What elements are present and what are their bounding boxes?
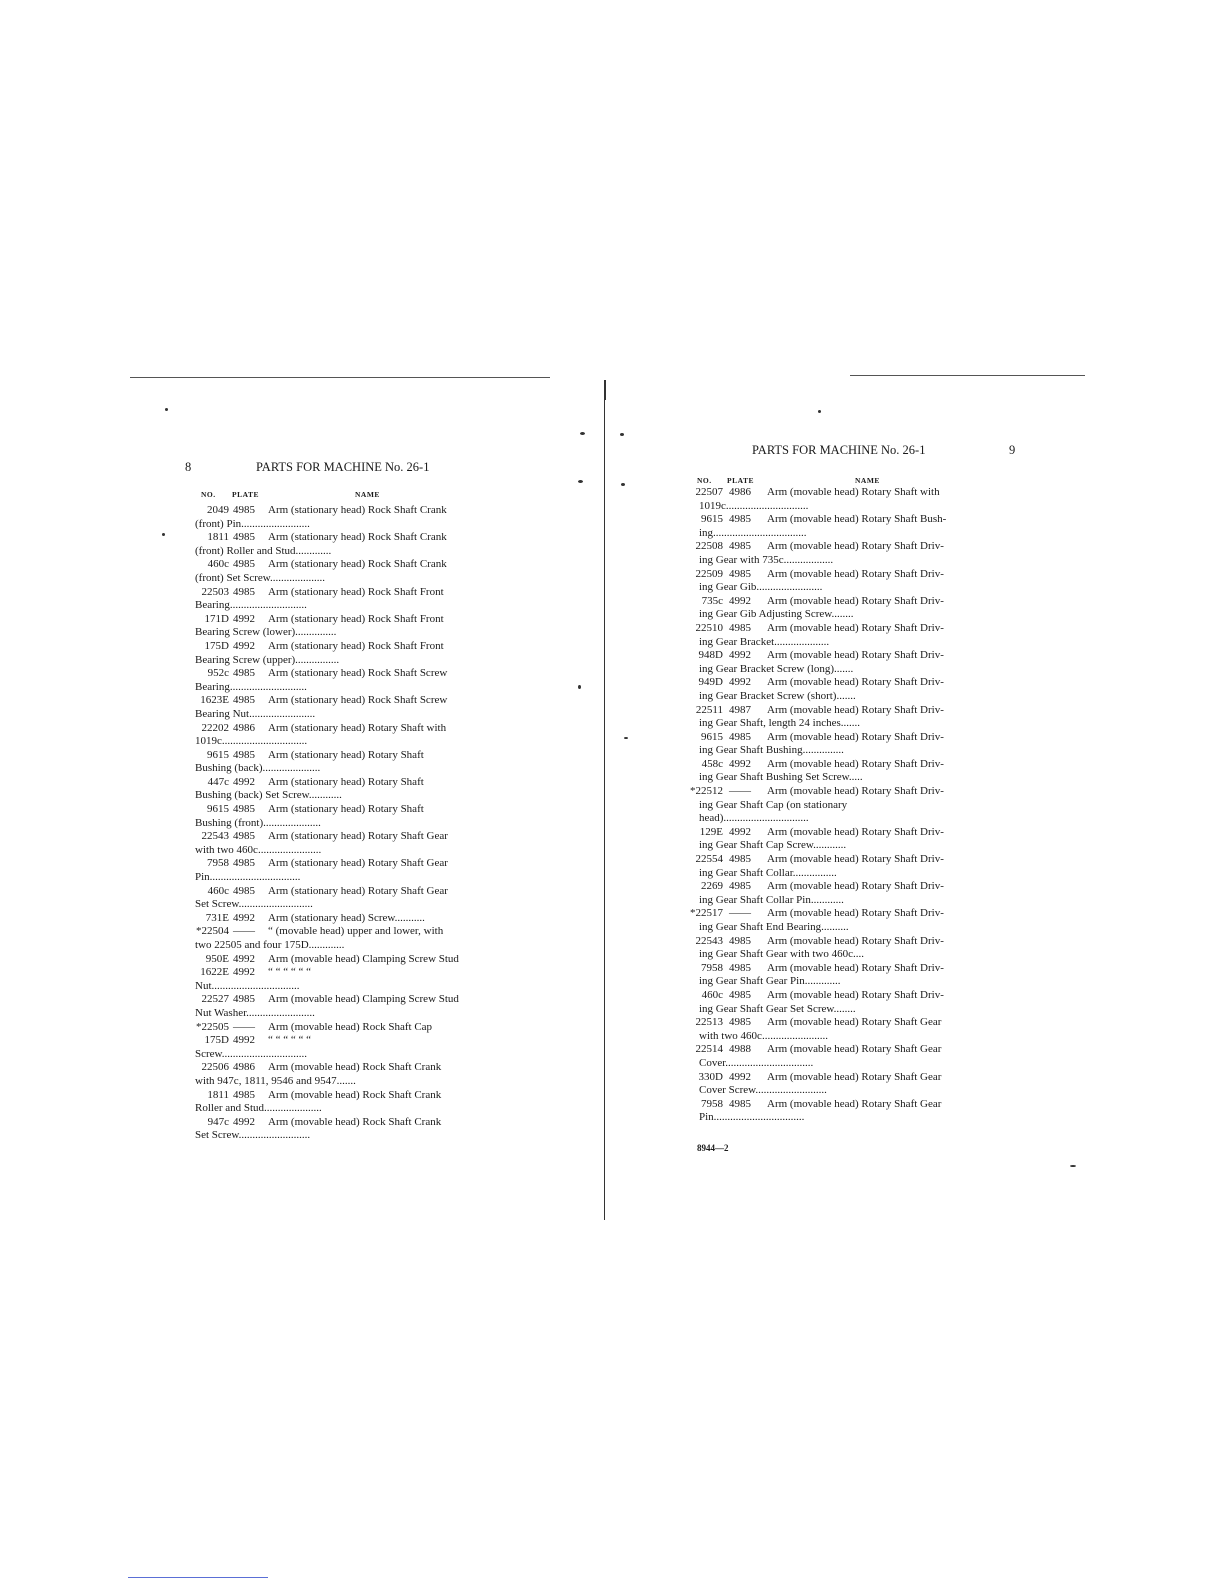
part-number: 460c	[207, 884, 229, 897]
part-name-continuation: Roller and Stud.....................	[195, 1102, 322, 1115]
part-entry	[687, 962, 1020, 989]
part-name-continuation: (front) Pin.........................	[195, 517, 310, 530]
part-name-continuation: Pin.................................	[195, 871, 301, 884]
part-entry	[185, 993, 485, 1020]
column-header-name: NAME	[855, 476, 880, 485]
part-entry	[185, 803, 485, 830]
plate-number: 4985	[729, 1097, 751, 1110]
part-number: *22505	[196, 1020, 229, 1033]
part-name-continuation: ing Gear Shaft Gear with two 460c....	[699, 948, 864, 961]
plate-number: 4985	[233, 1088, 255, 1101]
part-entry	[185, 1116, 485, 1143]
running-head	[687, 443, 1020, 461]
part-name: Arm (movable head) Rotary Shaft Driv-	[767, 880, 944, 893]
part-name: Arm (movable head) Rotary Shaft Driv-	[767, 853, 944, 866]
part-number: 7958	[701, 1097, 723, 1110]
part-name-continuation: Bushing (front).....................	[195, 816, 321, 829]
part-name-continuation: ing Gear Shaft Collar................	[699, 866, 837, 879]
part-number: 948D	[698, 649, 723, 662]
part-number: 950E	[205, 952, 229, 965]
part-name: Arm (stationary head) Screw...........	[268, 911, 425, 924]
plate-number: ——	[233, 925, 255, 938]
part-number: 460c	[701, 988, 723, 1001]
part-name-continuation: ing Gear Shaft End Bearing..........	[699, 921, 849, 933]
part-entry	[687, 731, 1020, 758]
part-name-continuation: ing Gear Gib........................	[699, 581, 823, 594]
part-name: Arm (stationary head) Rock Shaft Screw	[268, 694, 448, 707]
part-name: Arm (movable head) Rotary Shaft Driv-	[767, 594, 944, 607]
plate-number: 4985	[729, 513, 751, 526]
part-name-continuation: with two 460c........................	[699, 1029, 828, 1042]
part-entry	[185, 504, 485, 531]
plate-number: 4992	[729, 594, 751, 607]
plate-number: 4992	[729, 825, 751, 838]
part-entry	[185, 694, 485, 721]
parts-list	[185, 504, 485, 1143]
part-number: 22513	[695, 1016, 723, 1029]
part-entry	[185, 722, 485, 749]
part-name-continuation: ing Gear Shaft Cap Screw............	[699, 839, 847, 852]
plate-number: 4985	[729, 621, 751, 634]
part-entry	[185, 776, 485, 803]
part-number: 949D	[698, 676, 723, 689]
part-name: Arm (movable head) Rock Shaft Crank	[268, 1061, 442, 1074]
plate-number: 4985	[233, 504, 255, 516]
part-name-continuation: 1019c..............................	[699, 499, 809, 512]
part-name: Arm (movable head) Rotary Shaft Bush-	[767, 513, 947, 526]
part-number: 22202	[201, 721, 229, 734]
scan-speck	[818, 410, 821, 413]
column-headers	[687, 476, 1020, 486]
part-name-continuation: ing Gear Bracket Screw (long).......	[699, 662, 854, 675]
part-name-continuation: ing Gear Shaft Collar Pin............	[699, 893, 844, 906]
part-name-continuation: ing Gear with 735c..................	[699, 553, 834, 566]
plate-number: 4987	[729, 703, 751, 716]
plate-number: 4992	[729, 676, 751, 689]
part-number: 2049	[207, 504, 229, 516]
part-name: Arm (movable head) Rotary Shaft Driv-	[767, 934, 944, 947]
part-entry	[687, 758, 1020, 785]
part-name-continuation: Nut................................	[195, 979, 300, 992]
part-number: 1811	[207, 1088, 229, 1101]
part-name: Arm (movable head) Rotary Shaft Gear	[767, 1043, 942, 1056]
plate-number: 4992	[233, 966, 255, 979]
part-entry	[687, 826, 1020, 853]
plate-number: 4986	[729, 486, 751, 498]
part-name: Arm (movable head) Rock Shaft Crank	[268, 1088, 442, 1101]
part-name: Arm (movable head) Rotary Shaft Driv-	[767, 907, 944, 920]
part-number: 952c	[207, 667, 229, 680]
part-entry	[185, 912, 485, 926]
scan-speck	[165, 408, 168, 411]
part-name-continuation: Pin.................................	[699, 1111, 805, 1124]
part-entry	[687, 595, 1020, 622]
part-name-continuation: Screw...............................	[195, 1047, 308, 1060]
part-entry	[687, 785, 1020, 826]
part-number: 1622E	[200, 966, 229, 979]
part-entry	[185, 1034, 485, 1061]
part-name: Arm (movable head) Rotary Shaft Gear	[767, 1097, 942, 1110]
part-name-continuation: Bearing............................	[195, 680, 307, 693]
part-name-continuation: Cover................................	[699, 1056, 814, 1069]
scan-speck	[620, 433, 624, 436]
part-number: 22503	[201, 585, 229, 598]
bottom-edge-line	[128, 1577, 268, 1578]
part-entry	[185, 640, 485, 667]
part-name: Arm (movable head) Rotary Shaft Driv-	[767, 621, 944, 634]
printer-code: 8944—2	[697, 1143, 729, 1153]
part-name: Arm (movable head) Rotary Shaft Driv-	[767, 676, 944, 689]
plate-number: ——	[233, 1020, 255, 1033]
plate-number: 4992	[233, 639, 255, 652]
scan-speck	[1070, 1165, 1076, 1167]
part-entry	[687, 486, 1020, 513]
part-name: Arm (stationary head) Rock Shaft Screw	[268, 667, 448, 680]
part-name-continuation: ing..................................	[699, 526, 807, 539]
plate-number: 4992	[233, 911, 255, 924]
scan-speck	[580, 432, 585, 435]
part-number: 7958	[207, 857, 229, 870]
column-header-no: NO.	[201, 490, 216, 499]
plate-number: 4985	[233, 667, 255, 680]
part-name: “ “ “ “ “ “	[268, 966, 312, 979]
plate-number: 4985	[233, 694, 255, 707]
part-name: Arm (stationary head) Rotary Shaft Gear	[268, 857, 448, 870]
part-number: *22504	[196, 925, 229, 938]
part-entry	[185, 830, 485, 857]
plate-number: 4985	[729, 880, 751, 893]
part-number: 1811	[207, 531, 229, 544]
part-name-continuation: ing Gear Shaft Cap (on stationary	[699, 798, 848, 811]
plate-number: 4992	[233, 1115, 255, 1128]
running-head	[185, 460, 485, 478]
part-number: 458c	[701, 757, 723, 770]
part-name: Arm (stationary head) Rotary Shaft	[268, 748, 424, 761]
plate-number: 4992	[729, 757, 751, 770]
plate-number: 4985	[233, 857, 255, 870]
part-entry	[687, 649, 1020, 676]
part-name: Arm (stationary head) Rock Shaft Front	[268, 639, 444, 652]
part-entry	[185, 925, 485, 952]
part-name: Arm (movable head) Rotary Shaft Driv-	[767, 988, 944, 1001]
part-number: 22554	[695, 853, 723, 866]
part-name: Arm (stationary head) Rotary Shaft	[268, 775, 424, 788]
part-entry	[687, 1016, 1020, 1043]
page-gutter	[604, 390, 605, 1220]
part-number: 947c	[207, 1115, 229, 1128]
part-name: Arm (movable head) Rotary Shaft Driv-	[767, 540, 944, 553]
part-number: 22507	[695, 486, 723, 498]
part-name-continuation: Cover Screw..........................	[699, 1084, 827, 1097]
part-number: 330D	[698, 1070, 723, 1083]
scan-speck	[578, 685, 581, 689]
part-entry	[687, 704, 1020, 731]
part-name: Arm (stationary head) Rock Shaft Crank	[268, 504, 447, 516]
plate-number: 4992	[233, 952, 255, 965]
part-name: Arm (stationary head) Rotary Shaft with	[268, 721, 447, 734]
part-number: 1623E	[200, 694, 229, 707]
part-name-continuation: Nut Washer.........................	[195, 1006, 315, 1019]
part-name-continuation: with two 460c.......................	[195, 843, 322, 856]
part-entry	[185, 558, 485, 585]
part-number: 175D	[204, 639, 229, 652]
column-header-no: NO.	[697, 476, 712, 485]
part-entry	[185, 1089, 485, 1116]
parts-list	[687, 486, 1020, 1125]
part-name-continuation: ing Gear Shaft, length 24 inches.......	[699, 717, 860, 730]
part-name-continuation: ing Gear Shaft Gear Pin.............	[699, 975, 841, 988]
plate-number: 4992	[233, 1034, 255, 1047]
plate-number: 4985	[729, 540, 751, 553]
plate-number: ——	[729, 907, 751, 920]
part-name-continuation: Bearing Screw (upper)................	[195, 653, 340, 666]
part-entry	[185, 531, 485, 558]
part-name: Arm (movable head) Rotary Shaft with	[767, 486, 940, 498]
plate-number: 4985	[233, 993, 255, 1006]
part-name: Arm (movable head) Clamping Screw Stud	[268, 993, 459, 1006]
left-page	[185, 460, 485, 1143]
part-entry	[687, 513, 1020, 540]
part-name: Arm (movable head) Rotary Shaft Gear	[767, 1070, 942, 1083]
part-entry	[185, 613, 485, 640]
part-name: Arm (movable head) Rotary Shaft Gear	[767, 1016, 942, 1029]
part-name-continuation: 1019c...............................	[195, 735, 308, 748]
part-number: 22514	[695, 1043, 723, 1056]
part-number: 22543	[201, 830, 229, 843]
part-entry	[687, 1098, 1020, 1125]
plate-number: 4985	[729, 1016, 751, 1029]
part-name-continuation: Bearing Screw (lower)...............	[195, 626, 337, 639]
part-name-continuation: (front) Set Screw....................	[195, 571, 326, 584]
part-name-continuation: Bearing............................	[195, 599, 307, 612]
part-name-continuation: Bearing Nut........................	[195, 707, 316, 720]
part-name: Arm (movable head) Rotary Shaft Driv-	[767, 703, 944, 716]
part-name: Arm (movable head) Rotary Shaft Driv-	[767, 785, 944, 798]
part-entry	[687, 568, 1020, 595]
part-number: 731E	[205, 911, 229, 924]
part-entry	[185, 749, 485, 776]
part-number: 22508	[695, 540, 723, 553]
part-number: 447c	[207, 775, 229, 788]
part-name: “ (movable head) upper and lower, with	[268, 925, 444, 938]
part-number: 9615	[207, 803, 229, 816]
plate-number: 4985	[233, 830, 255, 843]
part-number: 22510	[695, 621, 723, 634]
top-rule-right	[850, 375, 1085, 376]
part-entry	[185, 953, 485, 967]
part-entry	[687, 540, 1020, 567]
plate-number: 4992	[729, 1070, 751, 1083]
column-header-plate: PLATE	[232, 490, 259, 499]
part-number: 175D	[204, 1034, 229, 1047]
part-number: 22527	[201, 993, 229, 1006]
plate-number: 4985	[729, 934, 751, 947]
plate-number: 4985	[233, 531, 255, 544]
column-headers	[185, 490, 485, 504]
part-name-continuation: Set Screw..........................	[195, 1129, 311, 1142]
part-entry	[185, 966, 485, 993]
part-name: Arm (stationary head) Rock Shaft Crank	[268, 558, 447, 571]
part-name: Arm (movable head) Rock Shaft Crank	[268, 1115, 442, 1128]
plate-number: 4986	[233, 1061, 255, 1074]
top-rule-left	[130, 377, 550, 378]
plate-number: 4985	[729, 567, 751, 580]
part-name-continuation: Bushing (back).....................	[195, 762, 321, 775]
page-title: PARTS FOR MACHINE No. 26-1	[752, 443, 926, 457]
part-name-continuation: Bushing (back) Set Screw............	[195, 789, 342, 802]
part-name: Arm (stationary head) Rotary Shaft Gear	[268, 830, 448, 843]
part-name: “ “ “ “ “ “	[268, 1034, 312, 1047]
part-number: *22517	[690, 907, 723, 920]
part-entry	[687, 676, 1020, 703]
plate-number: 4985	[729, 988, 751, 1001]
part-entry	[687, 907, 1020, 934]
plate-number: 4985	[233, 884, 255, 897]
page-title: PARTS FOR MACHINE No. 26-1	[256, 460, 430, 474]
part-name-continuation: ing Gear Shaft Gear Set Screw........	[699, 1002, 856, 1015]
plate-number: 4992	[233, 612, 255, 625]
plate-number: 4992	[729, 649, 751, 662]
right-page	[687, 443, 1020, 1125]
part-name: Arm (stationary head) Rotary Shaft Gear	[268, 884, 448, 897]
part-name: Arm (movable head) Rotary Shaft Driv-	[767, 567, 944, 580]
part-name-continuation: ing Gear Shaft Bushing...............	[699, 744, 844, 757]
part-number: 9615	[701, 730, 723, 743]
plate-number: 4985	[729, 961, 751, 974]
plate-number: 4988	[729, 1043, 751, 1056]
part-number: 22509	[695, 567, 723, 580]
part-number: 22543	[695, 934, 723, 947]
part-number: 171D	[204, 612, 229, 625]
page-number: 9	[1009, 443, 1016, 457]
part-name-continuation: Set Screw...........................	[195, 898, 313, 911]
part-name-continuation: ing Gear Gib Adjusting Screw........	[699, 608, 854, 621]
page-number: 8	[185, 460, 192, 474]
part-entry	[687, 853, 1020, 880]
part-entry	[687, 1043, 1020, 1070]
part-number: 9615	[207, 748, 229, 761]
plate-number: ——	[729, 785, 751, 798]
part-name: Arm (movable head) Rock Shaft Cap	[268, 1020, 433, 1033]
part-number: 22506	[201, 1061, 229, 1074]
part-entry	[687, 622, 1020, 649]
part-entry	[687, 989, 1020, 1016]
part-number: 9615	[701, 513, 723, 526]
part-name-continuation: (front) Roller and Stud.............	[195, 544, 332, 557]
part-name-continuation: with 947c, 1811, 9546 and 9547.......	[195, 1074, 356, 1087]
scan-speck	[162, 533, 165, 536]
scan-speck	[621, 483, 625, 486]
part-number: 460c	[207, 558, 229, 571]
part-name: Arm (stationary head) Rock Shaft Crank	[268, 531, 447, 544]
part-name: Arm (movable head) Rotary Shaft Driv-	[767, 757, 944, 770]
part-number: 129E	[699, 825, 723, 838]
part-entry	[185, 1061, 485, 1088]
part-name: Arm (stationary head) Rock Shaft Front	[268, 612, 444, 625]
plate-number: 4985	[233, 585, 255, 598]
part-name-continuation: head)...............................	[699, 812, 809, 825]
part-entry	[185, 1021, 485, 1035]
part-name: Arm (movable head) Clamping Screw Stud	[268, 952, 459, 965]
part-entry	[185, 857, 485, 884]
plate-number: 4985	[233, 803, 255, 816]
part-name: Arm (movable head) Rotary Shaft Driv-	[767, 961, 944, 974]
part-name-continuation: ing Gear Bracket....................	[699, 635, 830, 648]
part-number: 22511	[695, 703, 723, 716]
scan-speck	[624, 737, 628, 739]
part-name: Arm (movable head) Rotary Shaft Driv-	[767, 649, 944, 662]
plate-number: 4985	[729, 730, 751, 743]
part-entry	[185, 586, 485, 613]
plate-number: 4985	[729, 853, 751, 866]
plate-number: 4985	[233, 558, 255, 571]
part-name-continuation: ing Gear Bracket Screw (short).......	[699, 689, 856, 702]
column-header-plate: PLATE	[727, 476, 754, 485]
part-entry	[687, 935, 1020, 962]
part-entry	[687, 1071, 1020, 1098]
part-number: *22512	[690, 785, 723, 798]
part-name: Arm (stationary head) Rotary Shaft	[268, 803, 424, 816]
part-name-continuation: two 22505 and four 175D.............	[195, 939, 345, 951]
plate-number: 4985	[233, 748, 255, 761]
part-name-continuation: ing Gear Shaft Bushing Set Screw.....	[699, 771, 863, 784]
part-name: Arm (movable head) Rotary Shaft Driv-	[767, 730, 944, 743]
plate-number: 4986	[233, 721, 255, 734]
part-number: 7958	[701, 961, 723, 974]
part-entry	[185, 885, 485, 912]
part-number: 735c	[701, 594, 723, 607]
part-name: Arm (stationary head) Rock Shaft Front	[268, 585, 444, 598]
part-entry	[687, 880, 1020, 907]
part-number: 2269	[701, 880, 723, 893]
part-entry	[185, 667, 485, 694]
plate-number: 4992	[233, 775, 255, 788]
part-name: Arm (movable head) Rotary Shaft Driv-	[767, 825, 944, 838]
scan-speck	[578, 480, 583, 483]
column-header-name: NAME	[355, 490, 380, 499]
